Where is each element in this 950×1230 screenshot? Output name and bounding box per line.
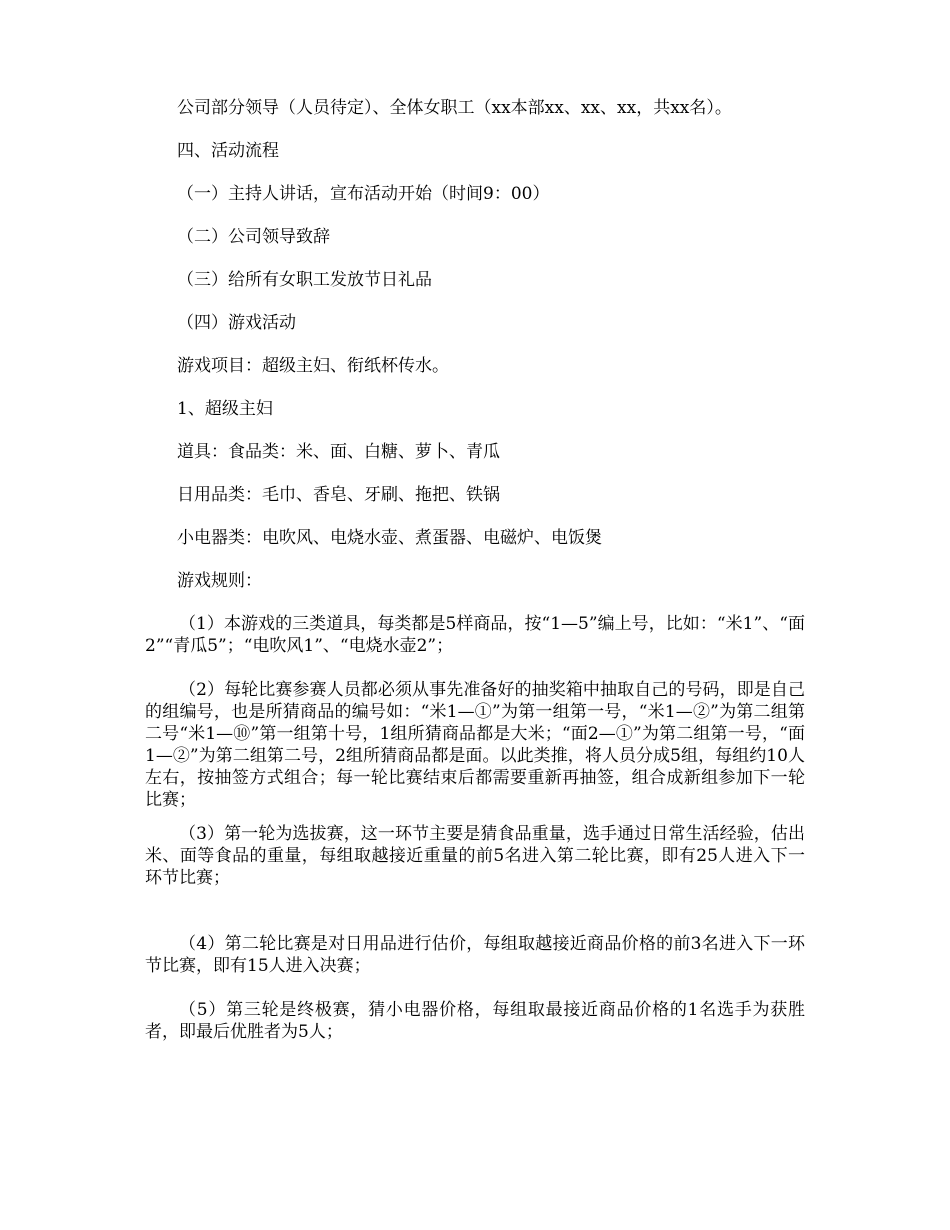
- section-heading-process: 四、活动流程: [177, 141, 279, 161]
- step-two: （二）公司领导致辞: [177, 227, 330, 247]
- props-food-line: 道具：食品类：米、面、白糖、萝卜、青瓜: [177, 442, 500, 462]
- props-daily-line: 日用品类：毛巾、香皂、牙刷、拖把、铁锅: [177, 485, 500, 505]
- game-one-heading: 1、超级主妇: [177, 399, 273, 419]
- rule-paragraph-5: （5）第三轮是终极赛，猜小电器价格，每组取最接近商品价格的1名选手为获胜者，即最后优胜者为5人；: [145, 1000, 805, 1042]
- rule-paragraph-4: （4）第二轮比赛是对日用品进行估价，每组取越接近商品价格的前3名进入下一环节比赛，即有15人进入决赛；: [145, 934, 805, 976]
- step-three: （三）给所有女职工发放节日礼品: [177, 270, 432, 290]
- game-rules-heading: 游戏规则：: [177, 571, 262, 591]
- attendees-line: 公司部分领导（人员待定）、全体女职工（xx本部xx、xx、xx，共xx名）。: [177, 98, 732, 118]
- game-items-line: 游戏项目：超级主妇、衔纸杯传水。: [177, 356, 449, 376]
- step-four: （四）游戏活动: [177, 313, 296, 333]
- rule-paragraph-2: （2）每轮比赛参赛人员都必须从事先准备好的抽奖箱中抽取自己的号码，即是自己的组编号，也是所猜商品的编号如：“米1—①”为第一组第一号，“米1—②”为第二组第二号“米1—⑩”第一组第十号，1组所猜商品都是大米；“面2—①”为第二组第一号，“面1—②”为第二组第二号，2组所猜商品都是面。以此类推，将人员分成5组，每组约10人左右，按抽签方式组合；每一轮比赛结束后都需要重新再抽签，组合成新组参加下一轮比赛；: [145, 680, 805, 810]
- props-appliance-line: 小电器类：电吹风、电烧水壶、煮蛋器、电磁炉、电饭煲: [177, 528, 602, 548]
- rule-paragraph-3: （3）第一轮为选拔赛，这一环节主要是猜食品重量，选手通过日常生活经验，估出米、面等食品的重量，每组取越接近重量的前5名进入第二轮比赛，即有25人进入下一环节比赛；: [145, 824, 805, 888]
- rule-paragraph-1: （1）本游戏的三类道具，每类都是5样商品，按“1—5”编上号，比如：“米1”、“面2”“青瓜5”；“电吹风1”、“电烧水壶2”；: [145, 614, 805, 656]
- step-one: （一）主持人讲话，宣布活动开始（时间9：00）: [177, 184, 550, 204]
